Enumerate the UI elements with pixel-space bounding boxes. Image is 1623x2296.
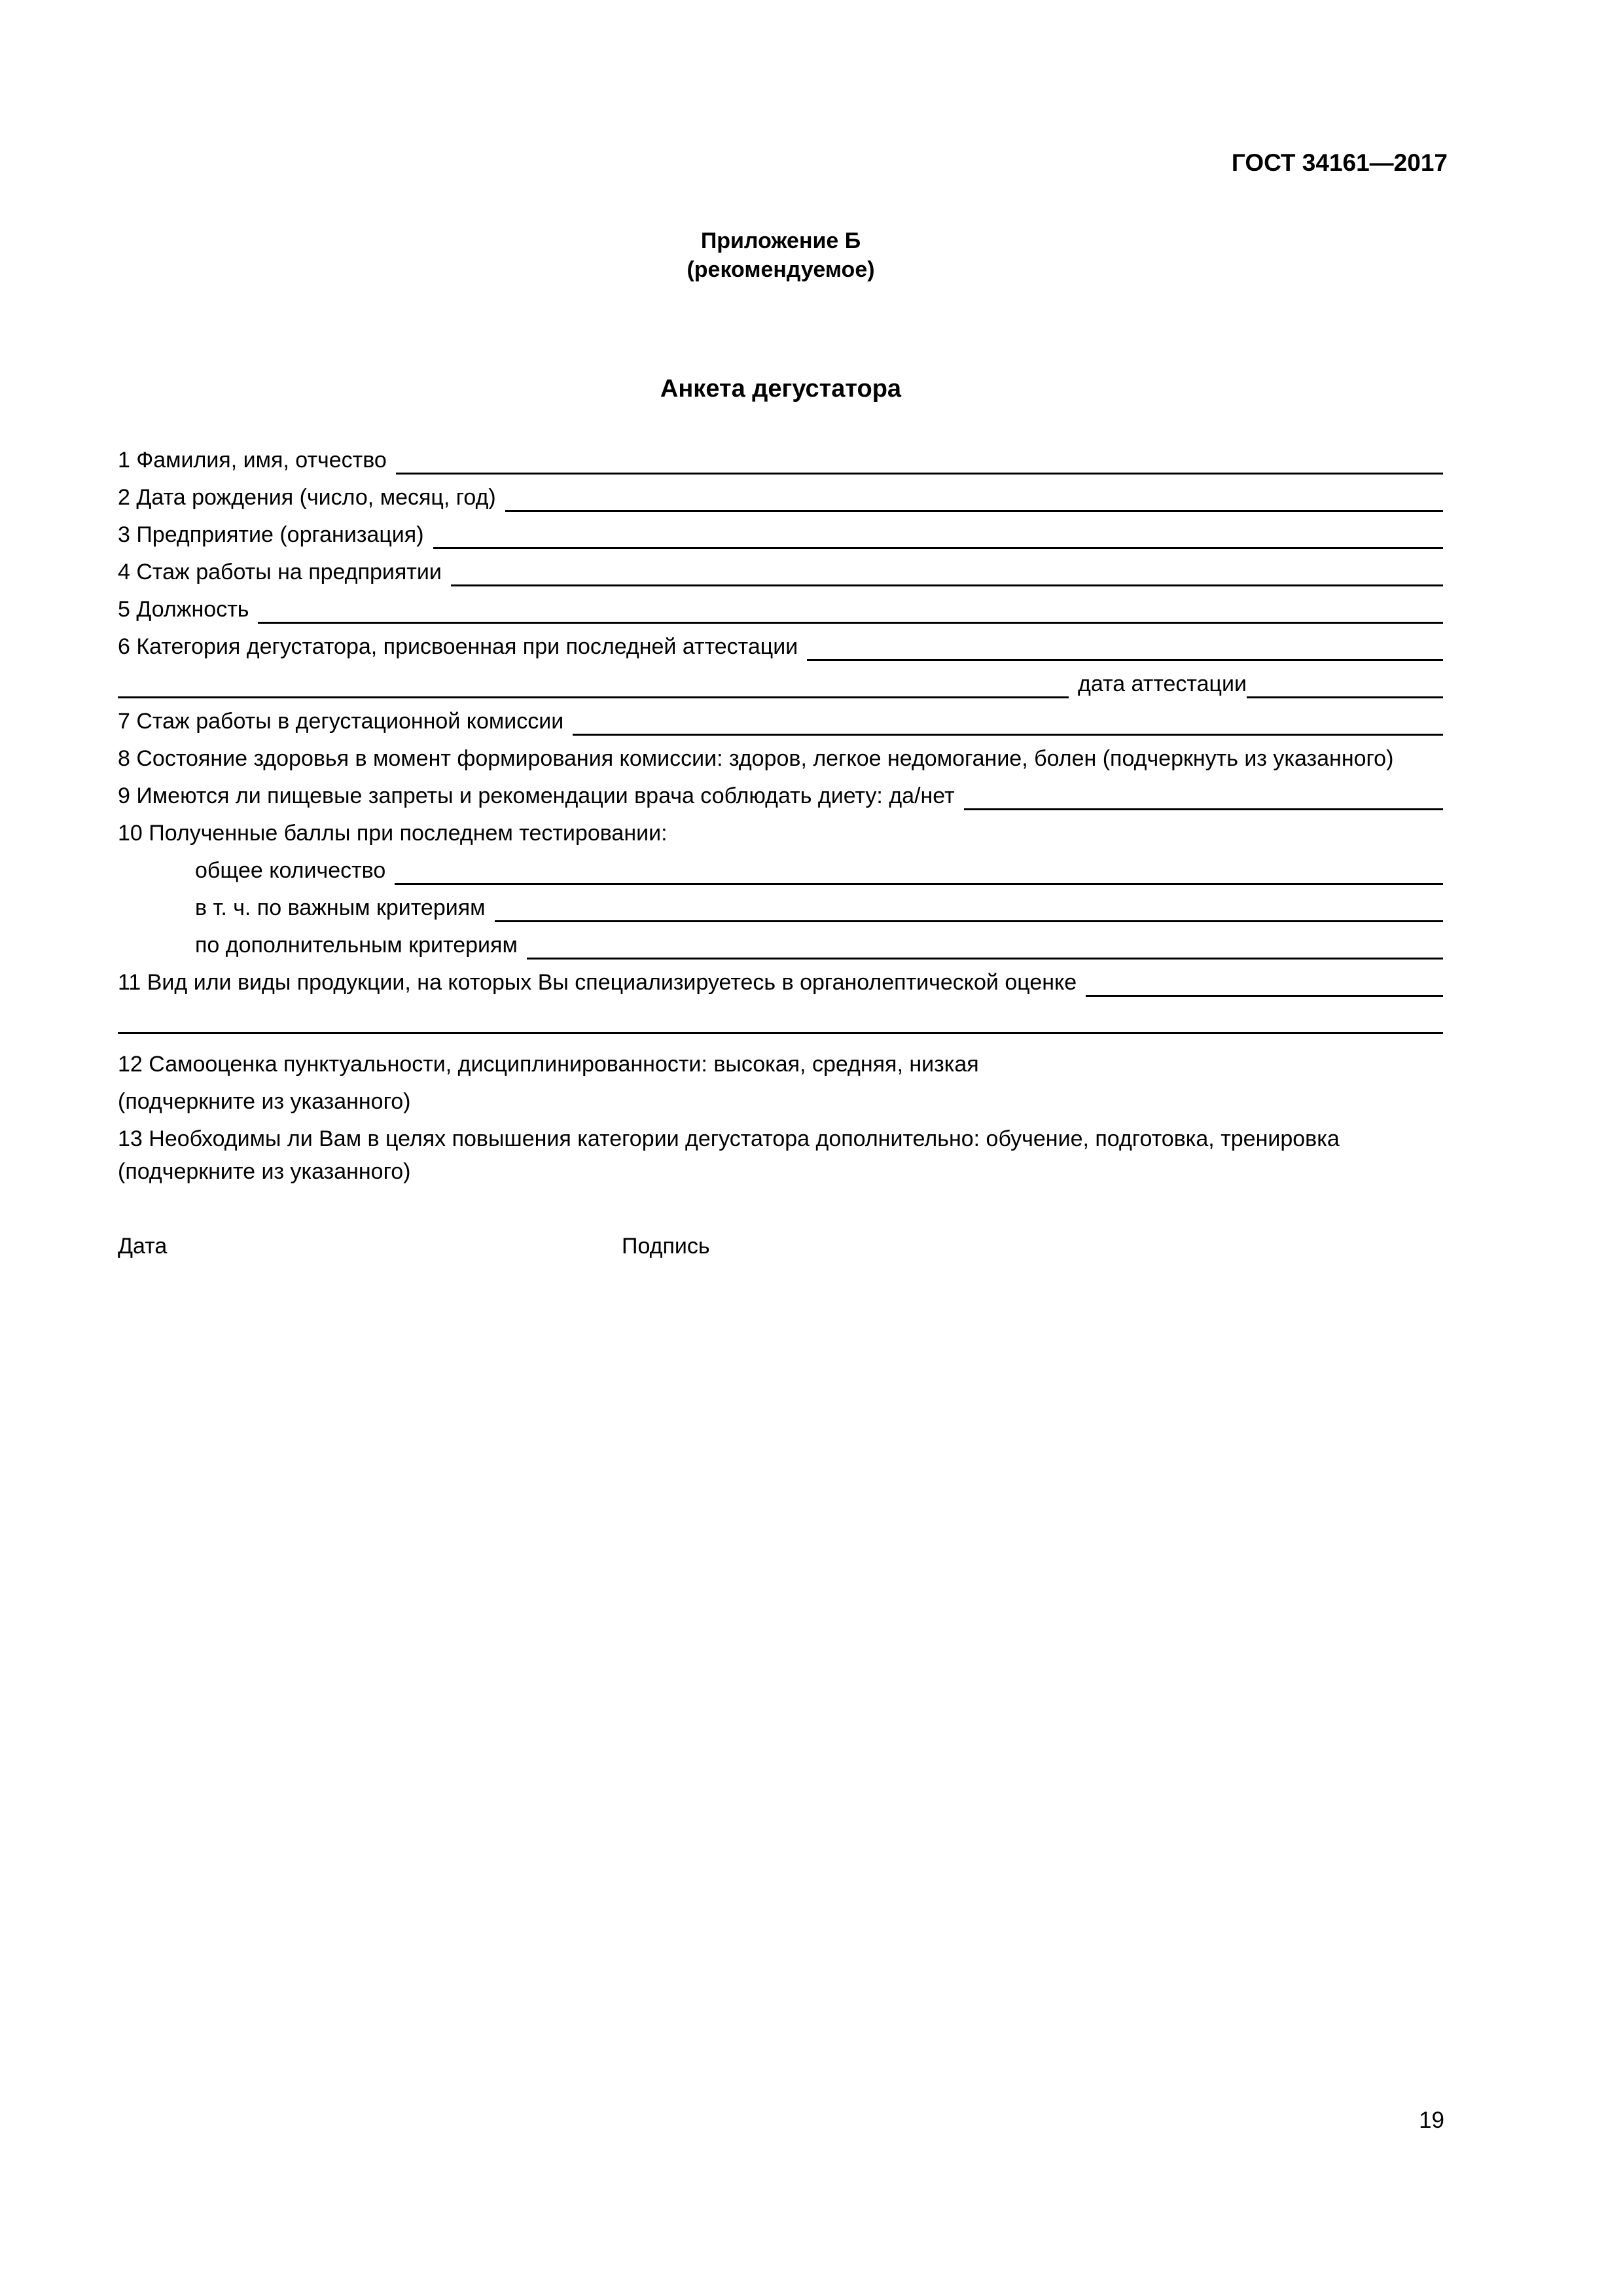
question-11-continued-row xyxy=(118,997,1443,1034)
question-10-total-row xyxy=(118,848,1443,885)
question-7-label: 7 Стаж работы в дегустационной комиссии xyxy=(118,709,564,734)
question-12-label: 12 Самооценка пунктуальности, дисциплинированности: высокая, средняя, низкая xyxy=(118,1052,979,1077)
question-9-label: 9 Имеются ли пищевые запреты и рекомендации врача соблюдать диету: да/нет xyxy=(118,783,955,808)
organization-field[interactable] xyxy=(433,524,1443,549)
questionnaire-body xyxy=(118,437,1443,1271)
full-name-field[interactable] xyxy=(396,449,1443,475)
additional-criteria-field[interactable] xyxy=(527,934,1443,960)
question-5-row xyxy=(118,586,1443,624)
appendix-title: Приложение Б xyxy=(700,228,861,253)
question-2-label: 2 Дата рождения (число, месяц, год) xyxy=(118,485,496,510)
appendix-subtitle: (рекомендуемое) xyxy=(687,257,875,282)
total-score-label: общее количество xyxy=(195,858,386,883)
question-6-label: 6 Категория дегустатора, присвоенная при последней аттестации xyxy=(118,634,798,659)
question-6-row xyxy=(118,624,1443,661)
question-7-row xyxy=(118,698,1443,736)
commission-experience-field[interactable] xyxy=(573,710,1443,736)
question-5-label: 5 Должность xyxy=(118,597,249,622)
form-title: Анкета дегустатора xyxy=(660,375,902,403)
important-criteria-label: в т. ч. по важным критериям xyxy=(195,895,486,920)
work-experience-field[interactable] xyxy=(451,561,1443,586)
additional-criteria-label: по дополнительным критериям xyxy=(195,933,518,958)
question-10-additional-row xyxy=(118,922,1443,960)
question-11-row xyxy=(118,960,1443,997)
birth-date-field[interactable] xyxy=(505,486,1443,512)
question-10-important-row xyxy=(118,885,1443,922)
question-4-row xyxy=(118,549,1443,586)
signature-row xyxy=(118,1232,1443,1271)
page-number: 19 xyxy=(1419,2108,1444,2133)
question-1-label: 1 Фамилия, имя, отчество xyxy=(118,448,387,473)
total-score-field[interactable] xyxy=(395,859,1443,885)
question-9-row xyxy=(118,773,1443,810)
attestation-date-field[interactable] xyxy=(1247,673,1443,698)
question-2-row xyxy=(118,475,1443,512)
position-field[interactable] xyxy=(258,598,1443,624)
appendix-heading xyxy=(0,226,1561,284)
question-10-label: 10 Полученные баллы при последнем тестировании: xyxy=(118,821,668,846)
taster-category-field[interactable] xyxy=(807,636,1443,661)
question-8-text: 8 Состояние здоровья в момент формирования комиссии: здоров, легкое недомогание, болен (подчеркнуть из указанного) xyxy=(118,746,1394,771)
question-3-label: 3 Предприятие (организация) xyxy=(118,522,424,547)
diet-restrictions-field[interactable] xyxy=(964,785,1443,810)
question-1-row xyxy=(118,437,1443,475)
signature-label: Подпись xyxy=(622,1234,710,1259)
product-specialization-field[interactable] xyxy=(1086,971,1443,997)
standard-number: ГОСТ 34161—2017 xyxy=(1231,149,1448,176)
product-specialization-continued-field[interactable] xyxy=(118,1009,1443,1034)
question-4-label: 4 Стаж работы на предприятии xyxy=(118,560,442,584)
taster-category-continued-field[interactable] xyxy=(118,673,1069,698)
question-3-row xyxy=(118,512,1443,549)
question-13-text: 13 Необходимы ли Вам в целях повышения категории дегустатора дополнительно: обучение, подготовка, тренировка xyxy=(118,1126,1340,1151)
important-criteria-field[interactable] xyxy=(495,897,1443,922)
attestation-date-label: дата аттестации xyxy=(1078,672,1247,696)
attestation-row xyxy=(118,661,1443,698)
question-11-label: 11 Вид или виды продукции, на которых Вы специализируетесь в органолептической оценке xyxy=(118,970,1077,995)
question-12-note: (подчеркните из указанного) xyxy=(118,1089,411,1114)
question-13-note: (подчеркните из указанного) xyxy=(118,1159,411,1184)
date-label: Дата xyxy=(118,1234,168,1259)
